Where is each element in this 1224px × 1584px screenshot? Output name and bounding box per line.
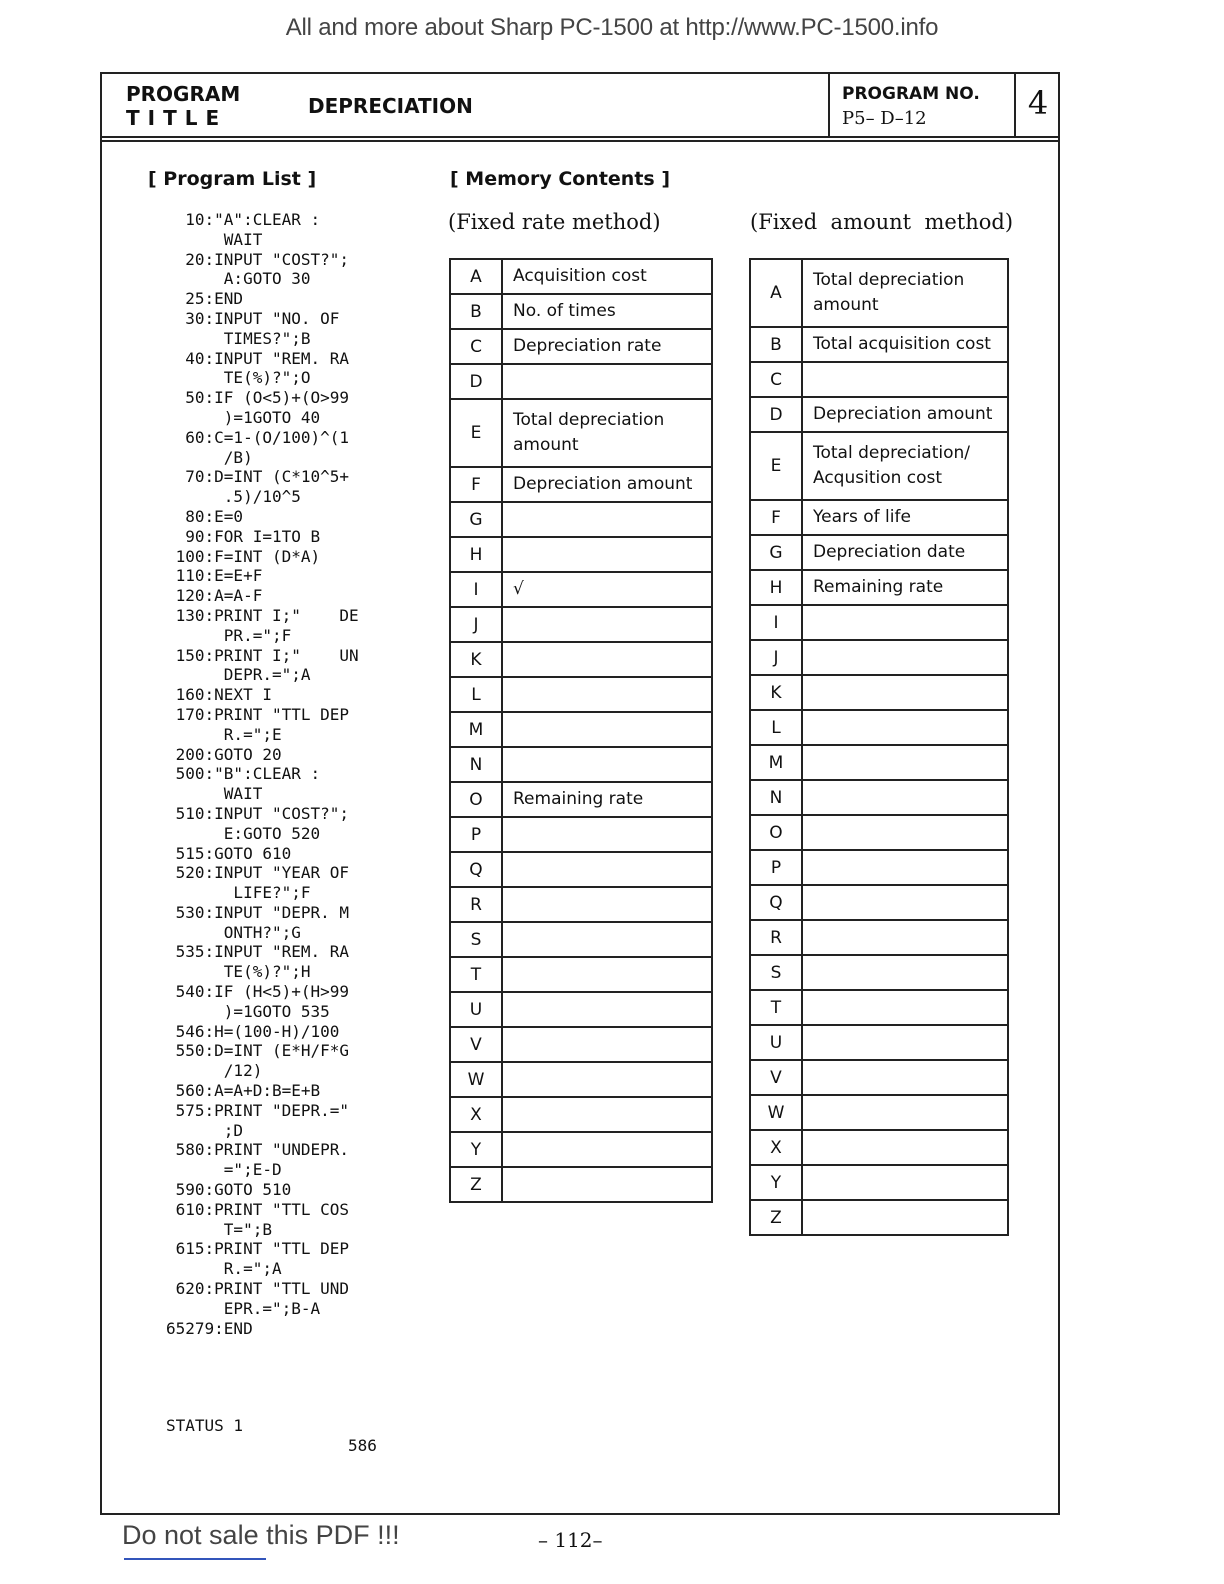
memory-variable: I bbox=[450, 572, 502, 607]
program-title: DEPRECIATION bbox=[308, 94, 473, 118]
memory-row bbox=[750, 990, 1008, 1025]
memory-description bbox=[802, 362, 1008, 397]
program-line: 30:INPUT "NO. OF bbox=[166, 308, 340, 328]
memory-variable: O bbox=[750, 815, 802, 850]
memory-row bbox=[450, 1167, 712, 1202]
memory-row bbox=[750, 362, 1008, 397]
memory-variable: F bbox=[750, 500, 802, 535]
program-line: )=1GOTO 535 bbox=[166, 1001, 330, 1021]
memory-description: Total acquisition cost bbox=[802, 327, 1008, 362]
memory-row bbox=[750, 397, 1008, 432]
memory-description: √ bbox=[502, 572, 712, 607]
program-line: TE(%)?";O bbox=[166, 368, 311, 388]
memory-variable: L bbox=[450, 677, 502, 712]
program-line: 610:PRINT "TTL COS bbox=[166, 1199, 350, 1219]
program-line: 60:C=1-(O/100)^(1 bbox=[166, 427, 350, 447]
program-line: TIMES?";B bbox=[166, 328, 311, 348]
memory-variable: N bbox=[750, 780, 802, 815]
memory-row bbox=[450, 1132, 712, 1167]
memory-row bbox=[750, 500, 1008, 535]
memory-variable: K bbox=[750, 675, 802, 710]
memory-description: Depreciation amount bbox=[802, 397, 1008, 432]
memory-row bbox=[450, 642, 712, 677]
memory-variable: P bbox=[450, 817, 502, 852]
memory-row bbox=[450, 922, 712, 957]
memory-row bbox=[750, 1165, 1008, 1200]
memory-description bbox=[502, 887, 712, 922]
memory-row bbox=[450, 294, 712, 329]
memory-variable: T bbox=[750, 990, 802, 1025]
memory-row bbox=[750, 815, 1008, 850]
memory-row bbox=[750, 710, 1008, 745]
program-sheet bbox=[100, 72, 1060, 1515]
memory-row bbox=[750, 1130, 1008, 1165]
memory-variable: A bbox=[750, 259, 802, 327]
memory-description: Years of life bbox=[802, 500, 1008, 535]
memory-variable: H bbox=[450, 537, 502, 572]
memory-row bbox=[750, 1200, 1008, 1235]
program-line: PR.=";F bbox=[166, 625, 292, 645]
status-label: STATUS 1 bbox=[166, 1416, 244, 1435]
program-line: 130:PRINT I;" DE bbox=[166, 605, 359, 625]
memory-description bbox=[802, 1200, 1008, 1235]
program-line: 535:INPUT "REM. RA bbox=[166, 942, 350, 962]
program-title-label bbox=[126, 82, 240, 130]
memory-variable: J bbox=[750, 640, 802, 675]
program-line: 560:A=A+D:B=E+B bbox=[166, 1081, 321, 1101]
memory-row bbox=[750, 780, 1008, 815]
memory-row bbox=[750, 605, 1008, 640]
program-list-heading: [ Program List ] bbox=[148, 168, 317, 190]
memory-row bbox=[750, 675, 1008, 710]
program-line: T=";B bbox=[166, 1219, 272, 1239]
memory-variable: F bbox=[450, 467, 502, 502]
memory-description: Remaining rate bbox=[802, 570, 1008, 605]
memory-variable: E bbox=[750, 432, 802, 500]
memory-variable: Q bbox=[450, 852, 502, 887]
memory-row bbox=[450, 1097, 712, 1132]
memory-row bbox=[450, 782, 712, 817]
program-line: 65279:END bbox=[166, 1318, 253, 1338]
program-line: WAIT bbox=[166, 784, 263, 804]
program-line: 40:INPUT "REM. RA bbox=[166, 348, 350, 368]
memory-row bbox=[450, 537, 712, 572]
memory-variable: Z bbox=[750, 1200, 802, 1235]
memory-description bbox=[502, 1062, 712, 1097]
memory-row bbox=[450, 992, 712, 1027]
page-number: – 112– bbox=[538, 1528, 603, 1552]
memory-description bbox=[502, 677, 712, 712]
program-line: /12) bbox=[166, 1061, 263, 1081]
memory-description bbox=[502, 607, 712, 642]
memory-row bbox=[450, 572, 712, 607]
memory-description bbox=[502, 642, 712, 677]
program-line: 510:INPUT "COST?"; bbox=[166, 803, 350, 823]
memory-variable: Q bbox=[750, 885, 802, 920]
memory-row bbox=[750, 745, 1008, 780]
program-number-label: PROGRAM NO. bbox=[842, 84, 980, 104]
memory-row bbox=[450, 957, 712, 992]
memory-row bbox=[450, 364, 712, 399]
memory-variable: R bbox=[450, 887, 502, 922]
memory-description: Depreciation rate bbox=[502, 329, 712, 364]
memory-description bbox=[502, 747, 712, 782]
memory-variable: V bbox=[450, 1027, 502, 1062]
title-block bbox=[102, 74, 1058, 138]
memory-description bbox=[502, 537, 712, 572]
memory-description: Depreciation amount bbox=[502, 467, 712, 502]
program-line: 90:FOR I=1TO B bbox=[166, 526, 321, 546]
page-tab-box bbox=[1014, 74, 1060, 136]
program-line: 550:D=INT (E*H/F*G bbox=[166, 1041, 350, 1061]
memory-description bbox=[802, 1130, 1008, 1165]
footer-link-underline bbox=[124, 1558, 266, 1560]
memory-description bbox=[802, 885, 1008, 920]
memory-description: Total depreciation/ Acqusition cost bbox=[802, 432, 1008, 500]
program-line: .5)/10^5 bbox=[166, 487, 301, 507]
program-line: TE(%)?";H bbox=[166, 962, 311, 982]
program-line: 515:GOTO 610 bbox=[166, 843, 292, 863]
memory-variable: M bbox=[450, 712, 502, 747]
memory-variable: N bbox=[450, 747, 502, 782]
memory-variable: G bbox=[750, 535, 802, 570]
program-line: 70:D=INT (C*10^5+ bbox=[166, 467, 350, 487]
memory-description bbox=[802, 675, 1008, 710]
memory-variable: P bbox=[750, 850, 802, 885]
memory-description bbox=[502, 502, 712, 537]
memory-variable: V bbox=[750, 1060, 802, 1095]
memory-description bbox=[502, 957, 712, 992]
fixed-amount-memory-table bbox=[749, 258, 1009, 1236]
memory-description bbox=[502, 1132, 712, 1167]
page-tab-number: 4 bbox=[1027, 84, 1049, 122]
memory-description bbox=[802, 920, 1008, 955]
memory-description: Acquisition cost bbox=[502, 259, 712, 294]
memory-description bbox=[802, 1165, 1008, 1200]
memory-row bbox=[750, 885, 1008, 920]
memory-variable: D bbox=[750, 397, 802, 432]
memory-description bbox=[502, 817, 712, 852]
memory-variable: X bbox=[450, 1097, 502, 1132]
program-line: WAIT bbox=[166, 229, 263, 249]
memory-description bbox=[802, 745, 1008, 780]
memory-description bbox=[502, 992, 712, 1027]
memory-description: No. of times bbox=[502, 294, 712, 329]
memory-variable: X bbox=[750, 1130, 802, 1165]
program-line: 120:A=A-F bbox=[166, 586, 263, 606]
memory-variable: U bbox=[450, 992, 502, 1027]
program-line: R.=";A bbox=[166, 1259, 282, 1279]
header-banner: All and more about Sharp PC-1500 at http://www.PC-1500.info bbox=[285, 14, 939, 41]
memory-row bbox=[450, 467, 712, 502]
program-listing bbox=[166, 210, 359, 1338]
memory-variable: U bbox=[750, 1025, 802, 1060]
memory-description bbox=[502, 712, 712, 747]
memory-description bbox=[502, 1027, 712, 1062]
memory-row bbox=[450, 1062, 712, 1097]
memory-variable: C bbox=[450, 329, 502, 364]
program-line: 590:GOTO 510 bbox=[166, 1180, 292, 1200]
memory-variable: K bbox=[450, 642, 502, 677]
memory-contents-heading: [ Memory Contents ] bbox=[450, 168, 671, 190]
memory-description: Depreciation date bbox=[802, 535, 1008, 570]
program-number-code: P5– D–12 bbox=[842, 108, 927, 129]
memory-variable: J bbox=[450, 607, 502, 642]
memory-description bbox=[802, 1095, 1008, 1130]
memory-description bbox=[802, 780, 1008, 815]
memory-description bbox=[802, 1025, 1008, 1060]
fixed-rate-heading: (Fixed rate method) bbox=[448, 210, 661, 234]
program-line: ONTH?";G bbox=[166, 922, 301, 942]
memory-description bbox=[802, 850, 1008, 885]
memory-variable: A bbox=[450, 259, 502, 294]
memory-row bbox=[450, 399, 712, 467]
memory-description bbox=[502, 364, 712, 399]
program-line: 580:PRINT "UNDEPR. bbox=[166, 1140, 350, 1160]
program-line: 540:IF (H<5)+(H>99 bbox=[166, 982, 350, 1002]
memory-row bbox=[450, 607, 712, 642]
memory-row bbox=[750, 259, 1008, 327]
program-line: 530:INPUT "DEPR. M bbox=[166, 902, 350, 922]
memory-description bbox=[802, 710, 1008, 745]
memory-row bbox=[750, 1025, 1008, 1060]
memory-description: Total depreciation amount bbox=[802, 259, 1008, 327]
memory-variable: L bbox=[750, 710, 802, 745]
program-line: E:GOTO 520 bbox=[166, 823, 321, 843]
program-line: 20:INPUT "COST?"; bbox=[166, 249, 350, 269]
memory-variable: T bbox=[450, 957, 502, 992]
memory-description bbox=[802, 955, 1008, 990]
program-title-label-line1: PROGRAM bbox=[126, 82, 241, 106]
status-value: 586 bbox=[348, 1436, 377, 1455]
memory-row bbox=[750, 432, 1008, 500]
memory-variable: S bbox=[450, 922, 502, 957]
program-line: )=1GOTO 40 bbox=[166, 407, 321, 427]
program-number-box bbox=[828, 74, 1016, 136]
memory-description bbox=[802, 815, 1008, 850]
program-line: 500:"B":CLEAR : bbox=[166, 764, 321, 784]
program-line: 170:PRINT "TTL DEP bbox=[166, 704, 350, 724]
memory-description bbox=[802, 605, 1008, 640]
memory-variable: B bbox=[750, 327, 802, 362]
memory-variable: G bbox=[450, 502, 502, 537]
memory-row bbox=[450, 887, 712, 922]
memory-variable: H bbox=[750, 570, 802, 605]
memory-variable: W bbox=[750, 1095, 802, 1130]
program-line: 25:END bbox=[166, 289, 244, 309]
program-line: 620:PRINT "TTL UND bbox=[166, 1279, 350, 1299]
memory-row bbox=[450, 852, 712, 887]
memory-variable: O bbox=[450, 782, 502, 817]
program-line: 100:F=INT (D*A) bbox=[166, 546, 321, 566]
memory-variable: Y bbox=[750, 1165, 802, 1200]
memory-row bbox=[450, 712, 712, 747]
program-line: ;D bbox=[166, 1120, 244, 1140]
memory-description: Total depreciation amount bbox=[502, 399, 712, 467]
program-line: DEPR.=";A bbox=[166, 665, 311, 685]
memory-description bbox=[802, 640, 1008, 675]
program-line: 575:PRINT "DEPR.=" bbox=[166, 1100, 350, 1120]
memory-variable: M bbox=[750, 745, 802, 780]
memory-variable: C bbox=[750, 362, 802, 397]
memory-row bbox=[750, 327, 1008, 362]
memory-description bbox=[802, 1060, 1008, 1095]
memory-variable: B bbox=[450, 294, 502, 329]
memory-row bbox=[750, 1060, 1008, 1095]
memory-description bbox=[502, 852, 712, 887]
program-line: =";E-D bbox=[166, 1160, 282, 1180]
memory-variable: R bbox=[750, 920, 802, 955]
program-line: 615:PRINT "TTL DEP bbox=[166, 1239, 350, 1259]
memory-row bbox=[450, 747, 712, 782]
program-line: /B) bbox=[166, 447, 253, 467]
program-line: A:GOTO 30 bbox=[166, 269, 311, 289]
memory-row bbox=[450, 1027, 712, 1062]
program-line: LIFE?";F bbox=[166, 883, 311, 903]
memory-description bbox=[802, 990, 1008, 1025]
title-divider bbox=[102, 140, 1058, 142]
memory-variable: D bbox=[450, 364, 502, 399]
program-line: 520:INPUT "YEAR OF bbox=[166, 863, 350, 883]
memory-row bbox=[450, 259, 712, 294]
memory-row bbox=[450, 677, 712, 712]
memory-description bbox=[502, 922, 712, 957]
program-line: 50:IF (O<5)+(O>99 bbox=[166, 388, 350, 408]
memory-variable: E bbox=[450, 399, 502, 467]
program-line: 150:PRINT I;" UN bbox=[166, 645, 359, 665]
program-line: 10:"A":CLEAR : bbox=[166, 210, 321, 229]
memory-row bbox=[750, 920, 1008, 955]
memory-row bbox=[750, 850, 1008, 885]
memory-variable: S bbox=[750, 955, 802, 990]
program-title-label-line2: TITLE bbox=[126, 106, 228, 130]
program-line: 110:E=E+F bbox=[166, 566, 263, 586]
memory-variable: I bbox=[750, 605, 802, 640]
memory-row bbox=[750, 1095, 1008, 1130]
program-line: R.=";E bbox=[166, 724, 282, 744]
memory-variable: W bbox=[450, 1062, 502, 1097]
memory-description bbox=[502, 1097, 712, 1132]
program-line: 80:E=0 bbox=[166, 506, 244, 526]
fixed-amount-heading: (Fixed amount method) bbox=[750, 210, 1014, 234]
memory-row bbox=[450, 329, 712, 364]
memory-row bbox=[750, 955, 1008, 990]
memory-variable: Z bbox=[450, 1167, 502, 1202]
program-line: EPR.=";B-A bbox=[166, 1298, 321, 1318]
memory-variable: Y bbox=[450, 1132, 502, 1167]
program-line: 160:NEXT I bbox=[166, 685, 272, 705]
memory-row bbox=[750, 535, 1008, 570]
memory-row bbox=[750, 640, 1008, 675]
fixed-rate-memory-table bbox=[449, 258, 713, 1203]
program-line: 546:H=(100-H)/100 bbox=[166, 1021, 340, 1041]
memory-description: Remaining rate bbox=[502, 782, 712, 817]
memory-description bbox=[502, 1167, 712, 1202]
program-line: 200:GOTO 20 bbox=[166, 744, 282, 764]
memory-row bbox=[750, 570, 1008, 605]
footer-note: Do not sale this PDF !!! bbox=[122, 1520, 400, 1550]
memory-row bbox=[450, 817, 712, 852]
memory-row bbox=[450, 502, 712, 537]
